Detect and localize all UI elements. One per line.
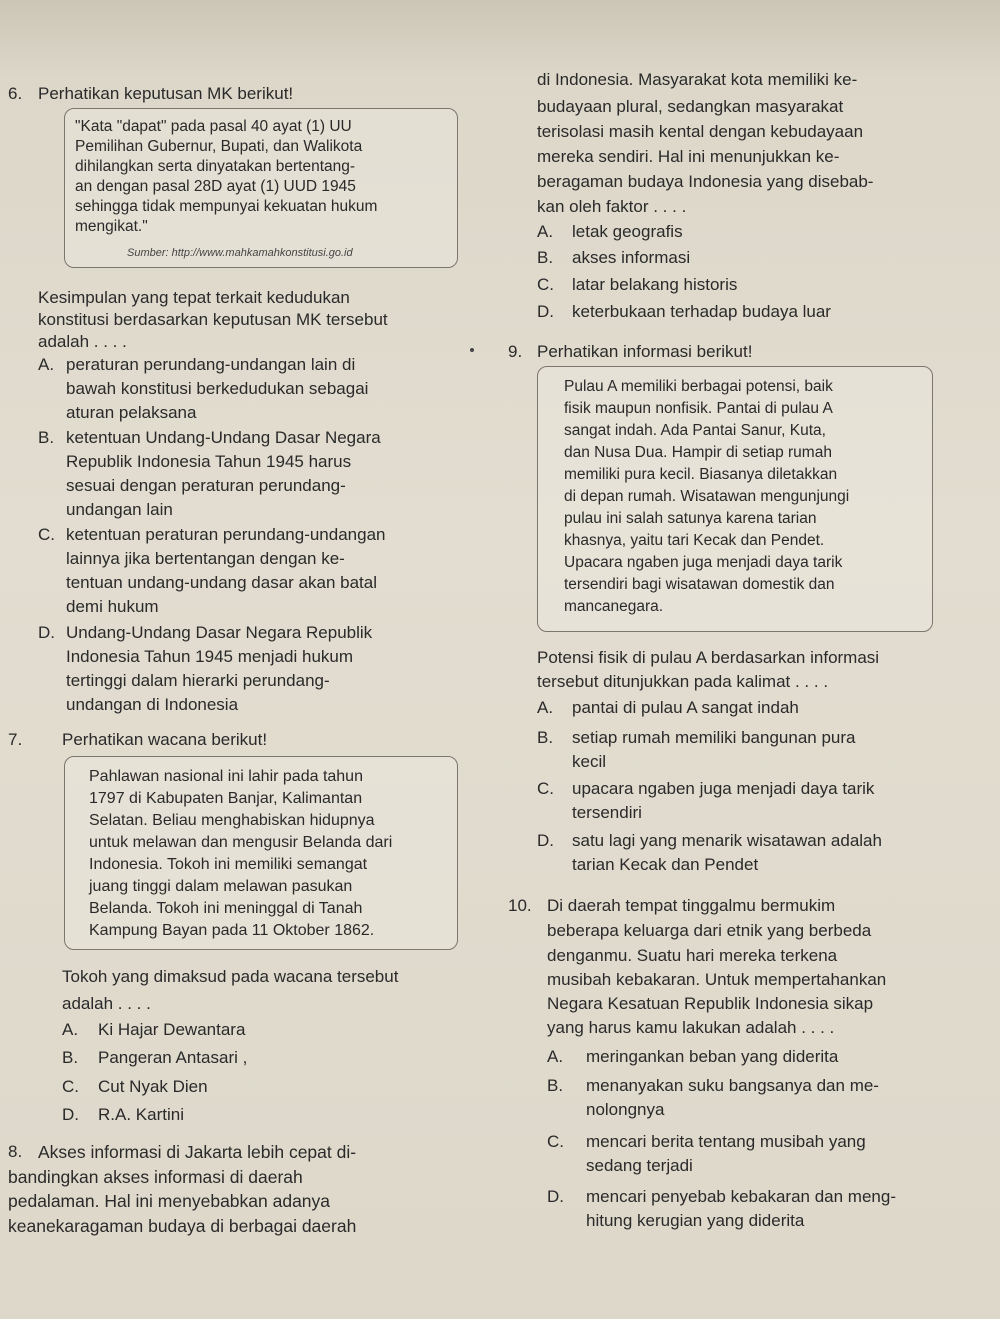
passage-box bbox=[537, 366, 933, 632]
question-stem: musibah kebakaran. Untuk mempertahankan bbox=[547, 970, 887, 989]
question-stem: keanekaragaman budaya di berbagai daerah bbox=[8, 1216, 357, 1236]
question-stem: Di daerah tempat tinggalmu bermukim bbox=[547, 896, 836, 915]
option-label: A. bbox=[547, 1047, 564, 1066]
passage-line: Selatan. Beliau menghabiskan hidupnya bbox=[89, 812, 375, 829]
option-text: upacara ngaben juga menjadi daya tarik bbox=[572, 779, 875, 798]
question-number: 6. bbox=[8, 84, 23, 103]
option-text: tentuan undang-undang dasar akan batal bbox=[66, 573, 377, 592]
passage-line: Indonesia. Tokoh ini memiliki semangat bbox=[89, 856, 368, 873]
question-stem: tersebut ditunjukkan pada kalimat . . . . bbox=[537, 672, 829, 691]
option-text: Republik Indonesia Tahun 1945 harus bbox=[66, 452, 352, 471]
option-text: nolongnya bbox=[586, 1100, 665, 1119]
option-text: akses informasi bbox=[572, 248, 691, 267]
option-label: C. bbox=[38, 525, 55, 544]
option-text: sesuai dengan peraturan perundang- bbox=[66, 476, 346, 495]
question-stem: beberapa keluarga dari etnik yang berbeda bbox=[547, 921, 872, 940]
passage-box bbox=[64, 756, 458, 950]
passage-line: 1797 di Kabupaten Banjar, Kalimantan bbox=[89, 790, 363, 807]
option-text: demi hukum bbox=[66, 597, 159, 616]
option-text: sedang terjadi bbox=[586, 1156, 693, 1175]
passage-line: fisik maupun nonfisik. Pantai di pulau A bbox=[564, 400, 833, 417]
option-label: C. bbox=[62, 1077, 79, 1096]
question-stem: Negara Kesatuan Republik Indonesia sikap bbox=[547, 994, 874, 1013]
quote-line: Pemilihan Gubernur, Bupati, dan Walikota bbox=[75, 138, 363, 155]
question-stem: terisolasi masih kental dengan kebudayaan bbox=[537, 122, 864, 141]
option-label: D. bbox=[537, 831, 554, 850]
quote-box bbox=[64, 108, 458, 268]
question-stem: konstitusi berdasarkan keputusan MK tersebut bbox=[38, 310, 388, 329]
option-text: undangan lain bbox=[66, 500, 173, 519]
question-number: 9. bbox=[508, 342, 523, 361]
option-text: pantai di pulau A sangat indah bbox=[572, 698, 799, 717]
option-text: Cut Nyak Dien bbox=[98, 1077, 208, 1096]
question-stem: Potensi fisik di pulau A berdasarkan informasi bbox=[537, 648, 880, 667]
passage-line: memiliki pura kecil. Biasanya diletakkan bbox=[564, 466, 838, 483]
option-label: D. bbox=[547, 1187, 564, 1206]
bullet-dot bbox=[470, 348, 474, 352]
question-stem: kan oleh faktor . . . . bbox=[537, 197, 687, 216]
option-label: C. bbox=[537, 779, 554, 798]
passage-line: juang tinggi dalam melawan pasukan bbox=[89, 878, 353, 895]
question-prompt: Perhatikan keputusan MK berikut! bbox=[38, 84, 294, 103]
option-label: D. bbox=[62, 1105, 79, 1124]
option-label: D. bbox=[38, 623, 55, 642]
passage-line: pulau ini salah satunya karena tarian bbox=[564, 510, 817, 527]
option-text: meringankan beban yang diderita bbox=[586, 1047, 839, 1066]
option-text: ketentuan Undang-Undang Dasar Negara bbox=[66, 428, 381, 447]
option-text: ketentuan peraturan perundang-undangan bbox=[66, 525, 386, 544]
option-text: aturan pelaksana bbox=[66, 403, 197, 422]
option-text: letak geografis bbox=[572, 222, 683, 241]
question-stem: mereka sendiri. Hal ini menunjukkan ke- bbox=[537, 147, 840, 166]
question-stem: Akses informasi di Jakarta lebih cepat di- bbox=[38, 1142, 357, 1162]
option-label: A. bbox=[38, 355, 55, 374]
question-number: 7. bbox=[8, 730, 23, 749]
option-label: D. bbox=[537, 302, 554, 321]
question-stem: beragaman budaya Indonesia yang disebab- bbox=[537, 172, 874, 191]
passage-line: Pulau A memiliki berbagai potensi, baik bbox=[564, 378, 833, 395]
option-label: B. bbox=[537, 248, 554, 267]
source-citation: Sumber: http://www.mahkamahkonstitusi.go.id bbox=[127, 247, 353, 259]
option-text: keterbukaan terhadap budaya luar bbox=[572, 302, 831, 321]
option-label: B. bbox=[62, 1048, 79, 1067]
option-text: Indonesia Tahun 1945 menjadi hukum bbox=[66, 647, 354, 666]
option-text: peraturan perundang-undangan lain di bbox=[66, 355, 356, 374]
option-text: satu lagi yang menarik wisatawan adalah bbox=[572, 831, 882, 850]
quote-line: "Kata "dapat" pada pasal 40 ayat (1) UU bbox=[75, 118, 352, 135]
option-label: B. bbox=[38, 428, 55, 447]
option-label: C. bbox=[537, 275, 554, 294]
question-stem: adalah . . . . bbox=[62, 994, 151, 1013]
option-label: A. bbox=[62, 1020, 79, 1039]
passage-line: Upacara ngaben juga menjadi daya tarik bbox=[564, 554, 843, 571]
option-label: A. bbox=[537, 222, 554, 241]
option-text: setiap rumah memiliki bangunan pura bbox=[572, 728, 856, 747]
quote-line: sehingga tidak mempunyai kekuatan hukum bbox=[75, 198, 378, 215]
option-text: tertinggi dalam hierarki perundang- bbox=[66, 671, 330, 690]
passage-line: tersendiri bagi wisatawan domestik dan bbox=[564, 576, 835, 593]
question-number: 10. bbox=[508, 896, 532, 915]
quote-line: mengikat." bbox=[75, 218, 148, 235]
option-text: undangan di Indonesia bbox=[66, 695, 239, 714]
quote-line: an dengan pasal 28D ayat (1) UUD 1945 bbox=[75, 178, 356, 195]
passage-line: untuk melawan dan mengusir Belanda dari bbox=[89, 834, 393, 851]
option-text: lainnya jika bertentangan dengan ke- bbox=[66, 549, 345, 568]
option-label: A. bbox=[537, 698, 554, 717]
option-text: mencari berita tentang musibah yang bbox=[586, 1132, 866, 1151]
option-text: R.A. Kartini bbox=[98, 1105, 184, 1124]
option-text: menanyakan suku bangsanya dan me- bbox=[586, 1076, 879, 1095]
passage-line: Belanda. Tokoh ini meninggal di Tanah bbox=[89, 900, 363, 917]
passage-line: sangat indah. Ada Pantai Sanur, Kuta, bbox=[564, 422, 826, 439]
question-stem: denganmu. Suatu hari mereka terkena bbox=[547, 946, 838, 965]
question-number: 8. bbox=[8, 1142, 23, 1161]
quote-line: dihilangkan serta dinyatakan bertentang- bbox=[75, 158, 356, 175]
question-prompt: Perhatikan wacana berikut! bbox=[62, 730, 268, 749]
option-text: tarian Kecak dan Pendet bbox=[572, 855, 759, 874]
option-text: bawah konstitusi berkedudukan sebagai bbox=[66, 379, 369, 398]
passage-line: Pahlawan nasional ini lahir pada tahun bbox=[89, 768, 363, 785]
question-stem: pedalaman. Hal ini menyebabkan adanya bbox=[8, 1191, 331, 1211]
question-stem: Tokoh yang dimaksud pada wacana tersebut bbox=[62, 967, 399, 986]
question-stem: yang harus kamu lakukan adalah . . . . bbox=[547, 1018, 835, 1037]
option-text: Undang-Undang Dasar Negara Republik bbox=[66, 623, 373, 642]
question-stem: adalah . . . . bbox=[38, 332, 127, 351]
option-text: kecil bbox=[572, 752, 607, 771]
passage-line: Kampung Bayan pada 11 Oktober 1862. bbox=[89, 922, 375, 939]
question-stem: di Indonesia. Masyarakat kota memiliki ke- bbox=[537, 70, 858, 89]
question-stem: budayaan plural, sedangkan masyarakat bbox=[537, 97, 844, 116]
option-text: Ki Hajar Dewantara bbox=[98, 1020, 246, 1039]
question-prompt: Perhatikan informasi berikut! bbox=[537, 342, 753, 361]
passage-line: di depan rumah. Wisatawan mengunjungi bbox=[564, 488, 850, 505]
option-label: B. bbox=[537, 728, 554, 747]
option-text: mencari penyebab kebakaran dan meng- bbox=[586, 1187, 896, 1206]
option-label: B. bbox=[547, 1076, 564, 1095]
option-label: C. bbox=[547, 1132, 564, 1151]
option-text: latar belakang historis bbox=[572, 275, 738, 294]
passage-line: khasnya, yaitu tari Kecak dan Pendet. bbox=[564, 532, 825, 549]
option-text: hitung kerugian yang diderita bbox=[586, 1211, 805, 1230]
option-text: Pangeran Antasari , bbox=[98, 1048, 248, 1067]
passage-line: dan Nusa Dua. Hampir di setiap rumah bbox=[564, 444, 832, 461]
question-stem: Kesimpulan yang tepat terkait kedudukan bbox=[38, 288, 350, 307]
question-stem: bandingkan akses informasi di daerah bbox=[8, 1167, 303, 1187]
passage-line: mancanegara. bbox=[564, 598, 664, 615]
option-text: tersendiri bbox=[572, 803, 642, 822]
